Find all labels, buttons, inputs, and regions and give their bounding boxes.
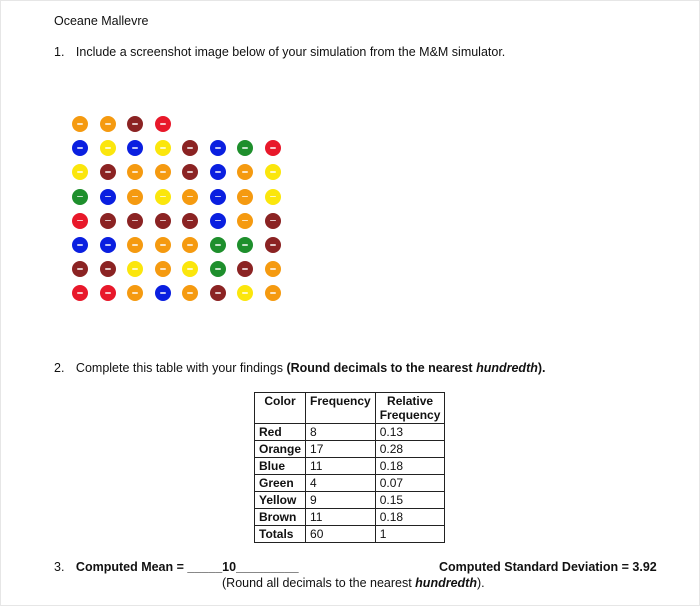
- mm-candy-orange: [155, 261, 171, 277]
- mm-candy-brown: [265, 213, 281, 229]
- sd-label: Computed Standard Deviation = 3.92: [439, 560, 657, 574]
- mm-candy-yellow: [72, 164, 88, 180]
- header-relative-frequency: Relative Frequency: [375, 393, 445, 424]
- mm-candy-blue: [72, 140, 88, 156]
- mm-candy-green: [237, 237, 253, 253]
- cell-frequency: 11: [306, 509, 376, 526]
- mm-candy-brown: [155, 213, 171, 229]
- cell-frequency: 60: [306, 526, 376, 543]
- mm-candy-brown: [265, 237, 281, 253]
- cell-frequency: 9: [306, 492, 376, 509]
- mm-candy-brown: [127, 116, 143, 132]
- mm-candy-blue: [127, 140, 143, 156]
- cell-color: Yellow: [255, 492, 306, 509]
- mm-candy-brown: [182, 213, 198, 229]
- mm-candy-red: [155, 116, 171, 132]
- mm-candy-orange: [182, 285, 198, 301]
- mm-candy-green: [237, 140, 253, 156]
- mm-candy-green: [210, 237, 226, 253]
- mm-candy-yellow: [155, 140, 171, 156]
- mm-candy-brown: [182, 140, 198, 156]
- question-2: [54, 361, 546, 375]
- cell-relative-frequency: 0.15: [375, 492, 445, 509]
- q2-hundredth: hundredth: [476, 361, 538, 375]
- mm-candy-yellow: [237, 285, 253, 301]
- mm-candy-orange: [155, 164, 171, 180]
- cell-frequency: 17: [306, 441, 376, 458]
- mm-candy-orange: [237, 189, 253, 205]
- note-text: (Round all decimals to the nearest: [222, 576, 416, 590]
- mean-label: Computed Mean =: [75, 560, 188, 574]
- cell-color: Blue: [255, 458, 306, 475]
- header-frequency: Frequency: [306, 393, 376, 424]
- cell-relative-frequency: 1: [375, 526, 445, 543]
- mm-candy-blue: [72, 237, 88, 253]
- q1-number: 1.: [54, 45, 65, 59]
- author-name: Oceane Mallevre: [54, 14, 149, 28]
- cell-frequency: 8: [306, 424, 376, 441]
- mm-candy-brown: [182, 164, 198, 180]
- mm-candy-yellow: [100, 140, 116, 156]
- mm-candy-orange: [265, 285, 281, 301]
- mm-candy-orange: [182, 237, 198, 253]
- table-header-row: [255, 393, 445, 424]
- mm-candy-brown: [237, 261, 253, 277]
- mm-candy-red: [72, 285, 88, 301]
- q2-round-text: (Round decimals to the nearest: [286, 361, 477, 375]
- table-row: [255, 475, 445, 492]
- mm-candy-orange: [127, 285, 143, 301]
- cell-color: Green: [255, 475, 306, 492]
- cell-color: Orange: [255, 441, 306, 458]
- table-row: [255, 441, 445, 458]
- question-3: 3. Computed Mean = _____10_________: [54, 560, 299, 574]
- mm-candy-brown: [100, 213, 116, 229]
- note-close: ).: [476, 576, 485, 590]
- mm-candy-brown: [210, 285, 226, 301]
- mm-candy-blue: [100, 189, 116, 205]
- mm-candy-orange: [127, 189, 143, 205]
- mm-candy-yellow: [127, 261, 143, 277]
- q2-close: ).: [537, 361, 546, 375]
- note-hundredth: hundredth: [415, 576, 477, 590]
- mm-candy-green: [210, 261, 226, 277]
- cell-color: Red: [255, 424, 306, 441]
- frequency-table: [254, 392, 445, 543]
- mm-candy-blue: [155, 285, 171, 301]
- cell-relative-frequency: 0.18: [375, 509, 445, 526]
- mm-candy-yellow: [155, 189, 171, 205]
- cell-color: Brown: [255, 509, 306, 526]
- header-color: Color: [255, 393, 306, 424]
- mm-candy-brown: [127, 213, 143, 229]
- mm-candy-orange: [72, 116, 88, 132]
- table-row: [255, 526, 445, 543]
- rounding-note: [222, 576, 485, 590]
- mm-candy-blue: [210, 164, 226, 180]
- table-row: [255, 458, 445, 475]
- mm-candy-orange: [127, 164, 143, 180]
- cell-frequency: 11: [306, 458, 376, 475]
- mm-candy-orange: [127, 237, 143, 253]
- q2-text: Complete this table with your findings: [75, 361, 287, 375]
- mm-candy-brown: [100, 261, 116, 277]
- mm-candy-orange: [155, 237, 171, 253]
- mm-candy-blue: [100, 237, 116, 253]
- question-1: [54, 45, 505, 59]
- cell-color: Totals: [255, 526, 306, 543]
- mm-candy-yellow: [182, 261, 198, 277]
- cell-relative-frequency: 0.07: [375, 475, 445, 492]
- mm-candy-orange: [237, 164, 253, 180]
- cell-frequency: 4: [306, 475, 376, 492]
- mm-candy-red: [100, 285, 116, 301]
- mm-candy-orange: [182, 189, 198, 205]
- mm-candy-red: [72, 213, 88, 229]
- mean-value: 10: [222, 560, 237, 574]
- mm-candy-green: [72, 189, 88, 205]
- q2-number: 2.: [54, 361, 65, 375]
- mm-candy-blue: [210, 189, 226, 205]
- mm-candy-yellow: [265, 189, 281, 205]
- q1-text: Include a screenshot image below of your simulation from the M&M simulator.: [75, 45, 506, 59]
- mm-candy-yellow: [265, 164, 281, 180]
- cell-relative-frequency: 0.28: [375, 441, 445, 458]
- mm-candy-red: [265, 140, 281, 156]
- mm-candy-brown: [72, 261, 88, 277]
- cell-relative-frequency: 0.13: [375, 424, 445, 441]
- table-row: [255, 424, 445, 441]
- mm-candy-brown: [100, 164, 116, 180]
- mm-candy-blue: [210, 213, 226, 229]
- q3-number: 3.: [54, 560, 65, 574]
- cell-relative-frequency: 0.18: [375, 458, 445, 475]
- mm-candy-orange: [237, 213, 253, 229]
- mm-candy-orange: [100, 116, 116, 132]
- table-row: [255, 492, 445, 509]
- mm-candy-blue: [210, 140, 226, 156]
- mm-candy-orange: [265, 261, 281, 277]
- table-row: [255, 509, 445, 526]
